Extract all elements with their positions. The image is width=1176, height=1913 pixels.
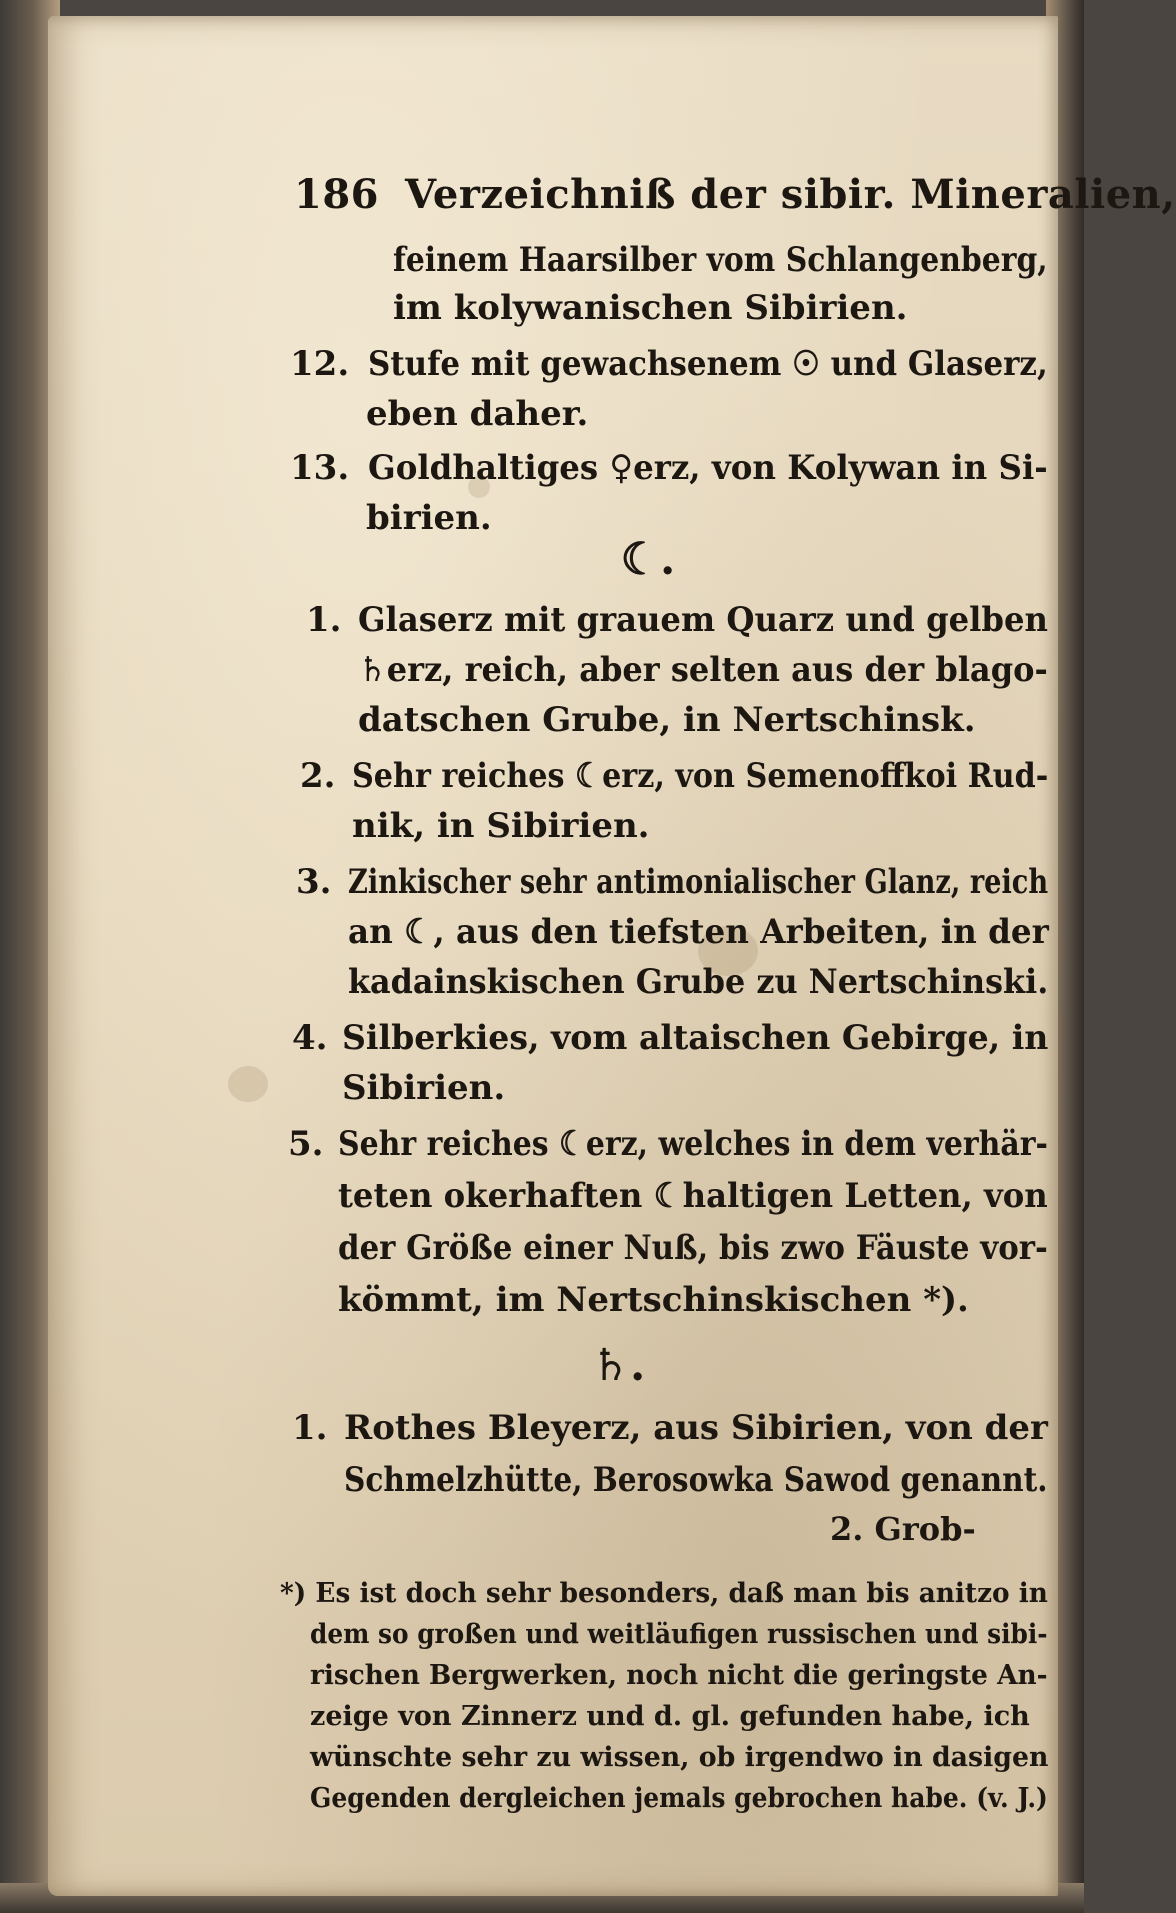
text-line: eben daher. bbox=[366, 394, 589, 434]
text-line: Silberkies, vom altaischen Gebirge, in bbox=[342, 1018, 1049, 1058]
item-number: 13. bbox=[290, 448, 350, 488]
text-line: datschen Grube, in Nertschinsk. bbox=[358, 700, 976, 740]
footnote-line: Gegenden dergleichen jemals gebrochen habe. (v. J.) bbox=[310, 1783, 1048, 1814]
text-line: Rothes Bleyerz, aus Sibirien, von der bbox=[344, 1408, 1048, 1448]
foxing-stain bbox=[228, 1066, 268, 1102]
item-number: 3. bbox=[296, 862, 332, 902]
text-line: Zinkischer sehr antimonialischer Glanz, reich bbox=[348, 862, 1049, 902]
book-page bbox=[48, 16, 1176, 1896]
footnote-line: zeige von Zinnerz und d. gl. gefunden habe, ich bbox=[310, 1701, 1030, 1732]
text-line: nik, in Sibirien. bbox=[352, 806, 650, 846]
running-title: Verzeichniß der sibir. Mineralien, bbox=[405, 171, 1176, 218]
running-header bbox=[294, 171, 1176, 218]
text-line: Sibirien. bbox=[342, 1068, 506, 1108]
section-symbol-moon: ☾. bbox=[620, 534, 676, 585]
item-number: 4. bbox=[292, 1018, 328, 1058]
text-line: Sehr reiches ☾erz, von Semenoffkoi Rud- bbox=[352, 756, 1049, 796]
text-line: im kolywanischen Sibirien. bbox=[393, 288, 908, 328]
footnote-line: wünschte sehr zu wissen, ob irgendwo in dasigen bbox=[310, 1742, 1049, 1773]
item-number: 2. bbox=[300, 756, 336, 796]
text-line: an ☾, aus den tiefsten Arbeiten, in der bbox=[348, 912, 1049, 952]
text-line: Stufe mit gewachsenem ☉ und Glaserz, bbox=[368, 344, 1048, 384]
footnote-line: rischen Bergwerken, noch nicht die geringste An- bbox=[310, 1660, 1048, 1691]
catchword: 2. Grob- bbox=[830, 1510, 976, 1548]
text-line: ♄erz, reich, aber selten aus der blago- bbox=[358, 650, 1048, 690]
page-number: 186 bbox=[294, 171, 379, 218]
item-number: 12. bbox=[290, 344, 350, 384]
text-line: teten okerhaften ☾haltigen Letten, von bbox=[338, 1176, 1048, 1216]
text-line: Schmelzhütte, Berosowka Sawod genannt. bbox=[344, 1460, 1048, 1500]
text-line: Sehr reiches ☾erz, welches in dem verhär- bbox=[338, 1124, 1048, 1164]
section-symbol-saturn: ♄. bbox=[590, 1340, 646, 1391]
footnote-line: dem so großen und weitläufigen russischen und sibi- bbox=[310, 1619, 1048, 1650]
item-number: 5. bbox=[288, 1124, 324, 1164]
text-line: Glaserz mit grauem Quarz und gelben bbox=[358, 600, 1048, 640]
text-line: feinem Haarsilber vom Schlangenberg, bbox=[393, 240, 1048, 280]
item-number: 1. bbox=[306, 600, 342, 640]
footnote-line: *) Es ist doch sehr besonders, daß man bis anitzo in bbox=[280, 1578, 1048, 1609]
text-line: kömmt, im Nertschinskischen *). bbox=[338, 1280, 969, 1320]
text-line: birien. bbox=[366, 498, 492, 538]
text-line: Goldhaltiges ♀erz, von Kolywan in Si- bbox=[368, 448, 1048, 488]
text-line: kadainskischen Grube zu Nertschinski. bbox=[348, 962, 1049, 1002]
item-number: 1. bbox=[292, 1408, 328, 1448]
text-line: der Größe einer Nuß, bis zwo Fäuste vor- bbox=[338, 1228, 1048, 1268]
